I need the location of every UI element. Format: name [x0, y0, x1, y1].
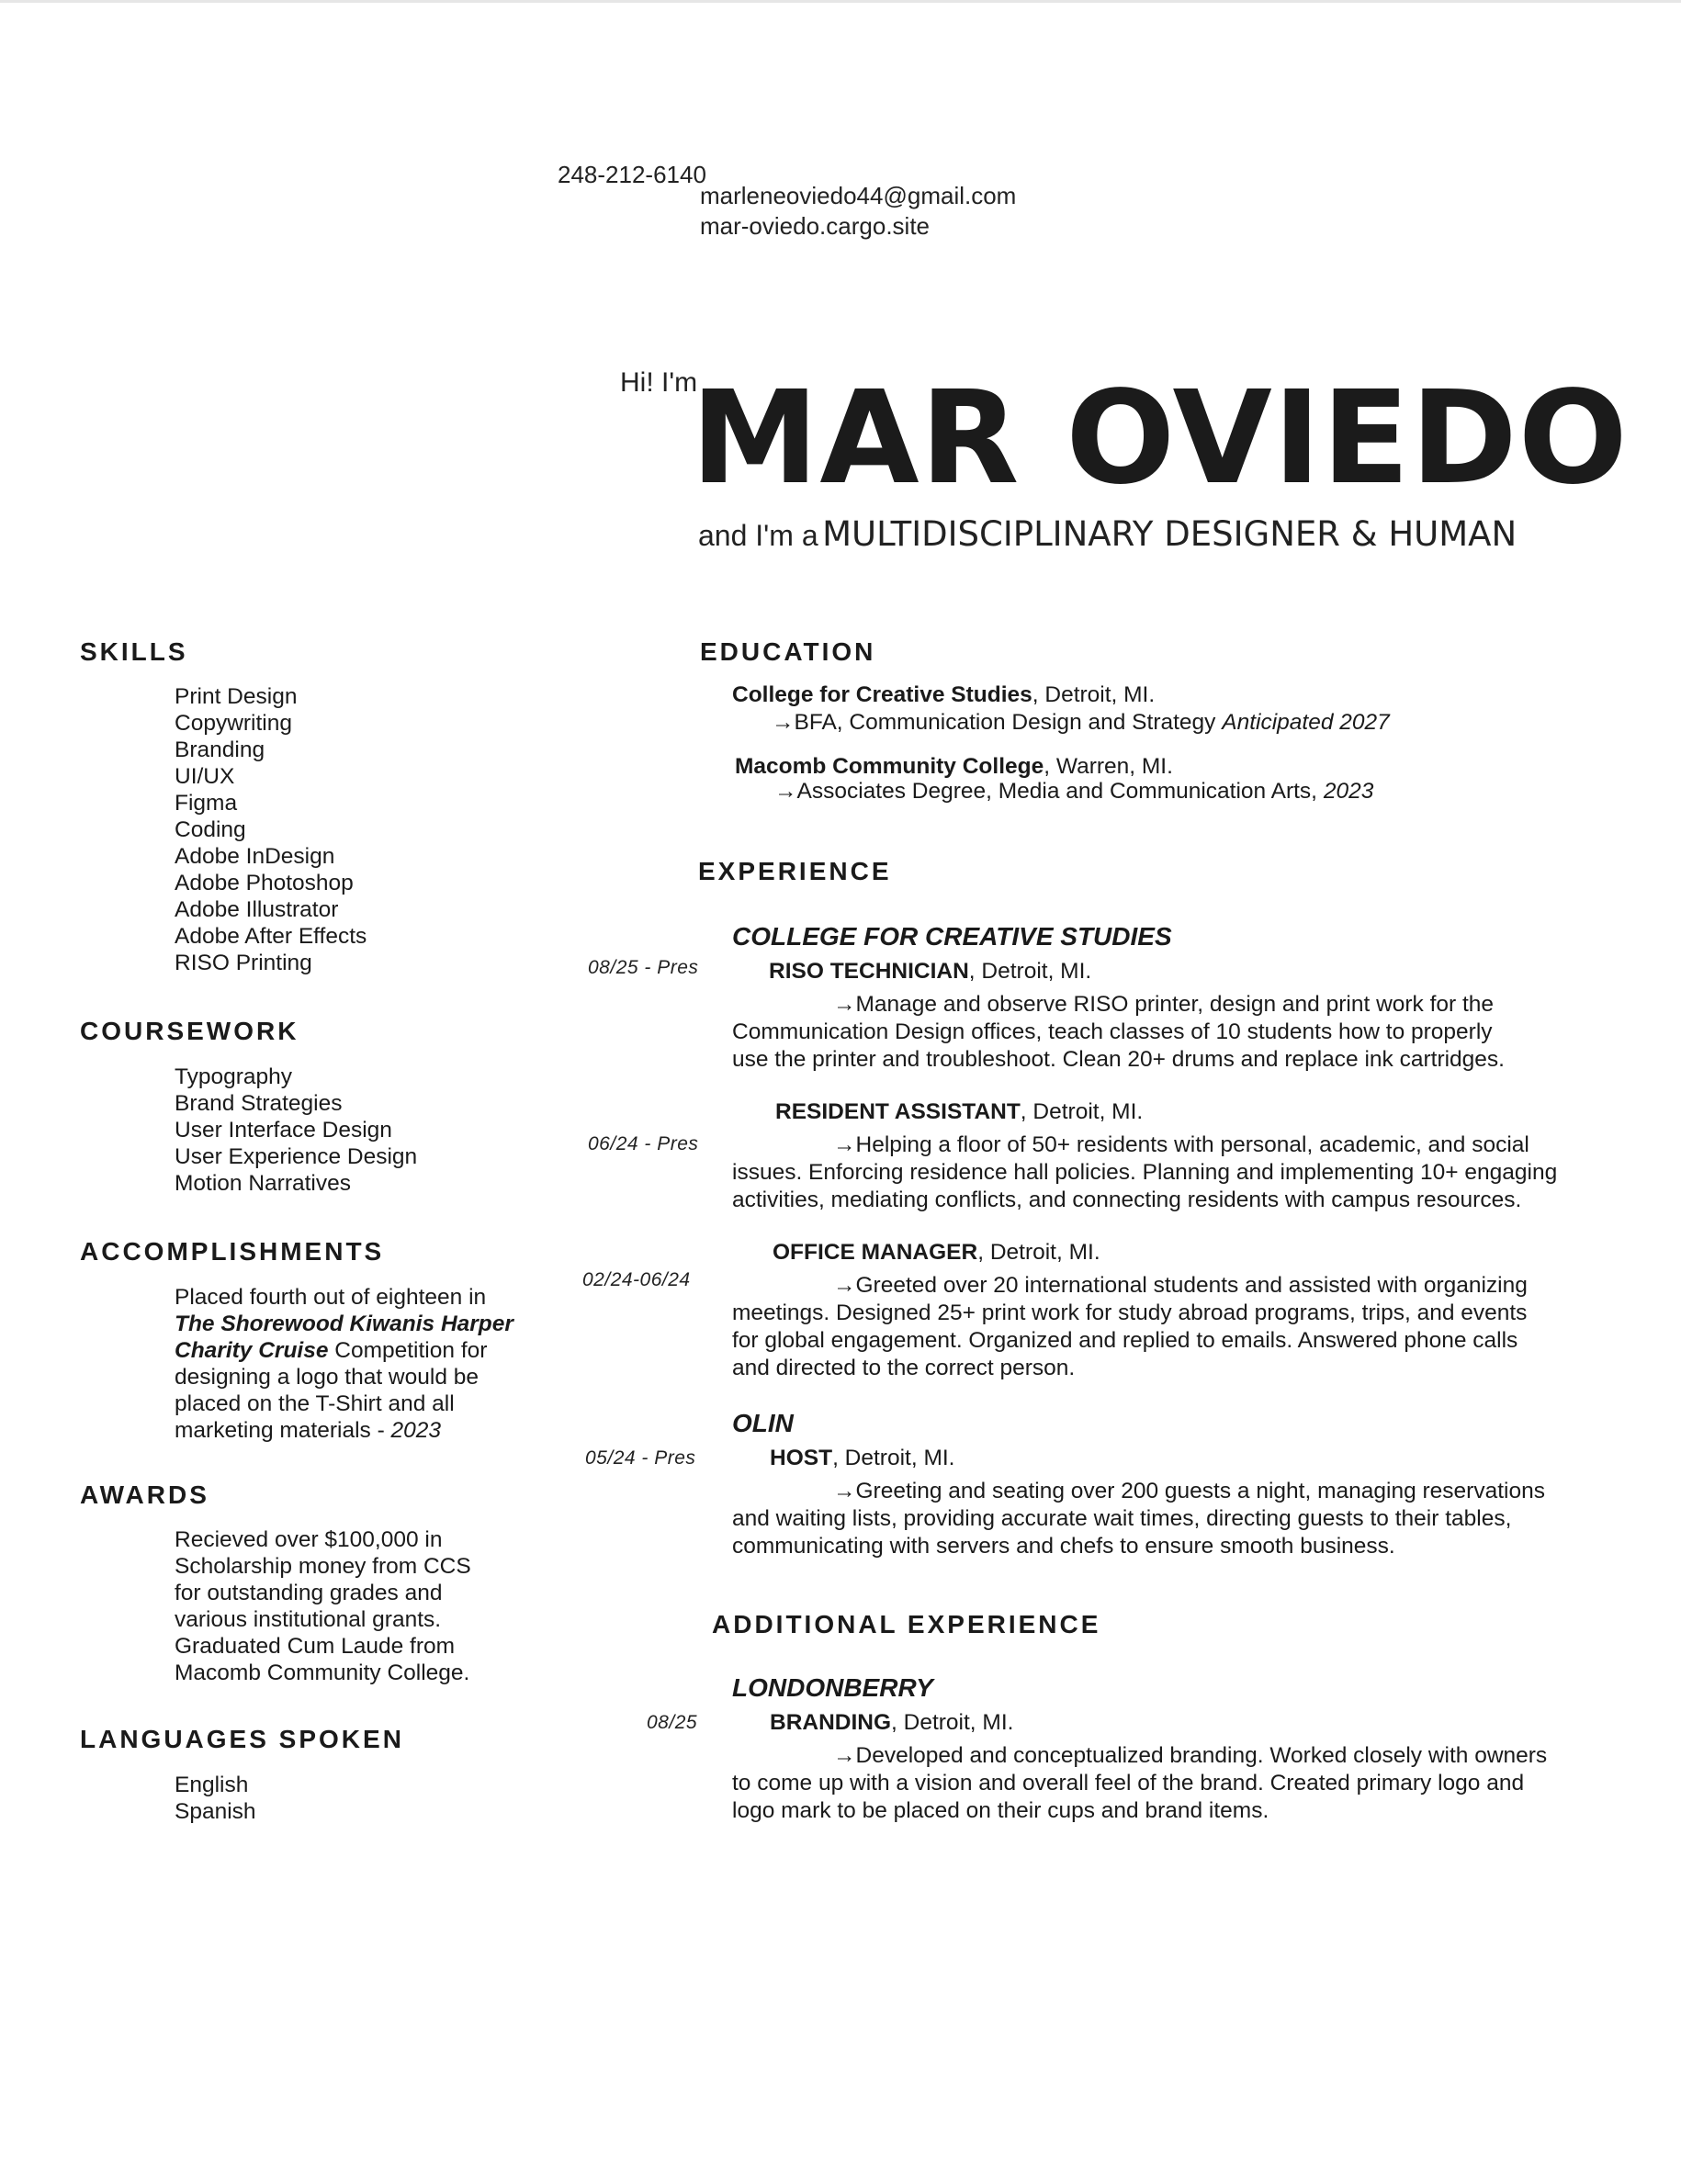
additional-experience-heading: ADDITIONAL EXPERIENCE	[712, 1610, 1101, 1638]
languages-heading: LANGUAGES SPOKEN	[80, 1725, 404, 1753]
school-name: College for Creative Studies	[732, 682, 1032, 707]
list-item: Coding	[175, 817, 246, 842]
job-role: OFFICE MANAGER	[773, 1240, 978, 1265]
languages-list	[175, 1772, 256, 1825]
accomplishment-line: marketing materials -	[175, 1418, 391, 1443]
website-link[interactable]: mar-oviedo.cargo.site	[700, 212, 930, 240]
list-item: Brand Strategies	[175, 1091, 343, 1116]
degree-line	[774, 779, 1373, 805]
job-title	[769, 959, 1091, 985]
description-line: logo mark to be placed on their cups and brand items.	[732, 1798, 1269, 1823]
job-role: RESIDENT ASSISTANT	[775, 1099, 1021, 1124]
degree: →BFA, Communication Design and Strategy	[772, 710, 1223, 735]
accomplishment-year: 2023	[390, 1418, 442, 1443]
job-title	[770, 1446, 954, 1471]
job-description	[732, 1131, 1557, 1214]
description-line: →Helping a floor of 50+ residents with personal, academic, and social	[833, 1132, 1529, 1157]
description-line: and directed to the correct person.	[732, 1356, 1076, 1380]
job-location: , Detroit, MI.	[977, 1240, 1100, 1265]
list-item: Branding	[175, 737, 265, 762]
list-item: Figma	[175, 791, 238, 816]
list-item: User Interface Design	[175, 1118, 392, 1143]
job-location: , Detroit, MI.	[891, 1710, 1014, 1735]
page-title: MAR OVIEDO	[691, 364, 1629, 513]
list-item: Adobe After Effects	[175, 924, 367, 949]
list-item: Adobe Photoshop	[175, 871, 354, 895]
description-line: activities, mediating conflicts, and connecting residents with campus resources.	[732, 1188, 1522, 1212]
description-line: →Greeting and seating over 200 guests a night, managing reservations	[833, 1479, 1545, 1503]
accomplishment-line: designing a logo that would be	[175, 1365, 479, 1390]
job-location: , Detroit, MI.	[1020, 1099, 1144, 1124]
job-role: BRANDING	[770, 1710, 892, 1735]
school-location: , Detroit, MI.	[1032, 682, 1156, 707]
job-description	[732, 1742, 1547, 1825]
tagline-prefix: and I'm a	[698, 519, 818, 552]
list-item: Spanish	[175, 1799, 256, 1824]
list-item: Copywriting	[175, 711, 292, 736]
job-title	[770, 1710, 1013, 1736]
job-date: 08/25	[647, 1712, 698, 1733]
awards-heading: AWARDS	[80, 1480, 209, 1509]
award-line: Recieved over $100,000 in	[175, 1527, 443, 1552]
job-date: 08/25 - Pres	[588, 957, 699, 978]
degree-date: 2023	[1323, 779, 1374, 804]
school-location: , Warren, MI.	[1044, 754, 1173, 779]
list-item: UI/UX	[175, 764, 235, 789]
awards-text	[175, 1526, 471, 1686]
award-line: for outstanding grades and	[175, 1581, 443, 1605]
description-line: communicating with servers and chefs to ensure smooth business.	[732, 1534, 1395, 1559]
degree: →Associates Degree, Media and Communication Arts,	[774, 779, 1324, 804]
job-description	[732, 991, 1505, 1074]
list-item: Print Design	[175, 684, 298, 709]
job-title	[775, 1099, 1143, 1125]
email-address[interactable]: marleneoviedo44@gmail.com	[700, 182, 1017, 209]
list-item: Adobe Illustrator	[175, 897, 339, 922]
phone-number: 248-212-6140	[558, 161, 706, 188]
education-heading: EDUCATION	[700, 637, 876, 666]
education-entry	[732, 682, 1155, 708]
job-role: RISO TECHNICIAN	[769, 959, 969, 984]
description-line: →Greeted over 20 international students and assisted with organizing	[833, 1273, 1528, 1298]
experience-heading: EXPERIENCE	[698, 857, 892, 885]
list-item: RISO Printing	[175, 951, 312, 975]
skills-heading: SKILLS	[80, 637, 188, 666]
description-line: for global engagement. Organized and replied to emails. Answered phone calls	[732, 1328, 1518, 1353]
list-item: Motion Narratives	[175, 1171, 351, 1196]
company-name: OLIN	[732, 1409, 794, 1437]
award-line: various institutional grants.	[175, 1607, 442, 1632]
list-item: Adobe InDesign	[175, 844, 335, 869]
school-name: Macomb Community College	[735, 754, 1044, 779]
list-item: Typography	[175, 1064, 293, 1089]
award-line: Scholarship money from CCS	[175, 1554, 471, 1579]
degree-line	[772, 710, 1390, 736]
description-line: →Developed and conceptualized branding. Worked closely with owners	[833, 1743, 1548, 1768]
degree-date: Anticipated 2027	[1222, 710, 1390, 735]
job-role: HOST	[770, 1446, 833, 1470]
job-date: 06/24 - Pres	[588, 1133, 699, 1154]
accomplishments-text	[175, 1284, 513, 1444]
list-item: User Experience Design	[175, 1144, 418, 1169]
job-location: , Detroit, MI.	[968, 959, 1092, 984]
company-name: LONDONBERRY	[732, 1673, 933, 1702]
job-title	[773, 1240, 1100, 1266]
accomplishment-line: Competition for	[328, 1338, 488, 1363]
description-line: to come up with a vision and overall feel of the brand. Created primary logo and	[732, 1771, 1525, 1796]
greeting: Hi! I'm	[620, 367, 698, 398]
accomplishment-line: Placed fourth out of eighteen in	[175, 1285, 487, 1310]
description-line: Communication Design offices, teach classes of 10 students how to properly	[732, 1019, 1493, 1044]
event-name-line: The Shorewood Kiwanis Harper	[175, 1312, 513, 1336]
education-entry	[735, 754, 1173, 780]
list-item: English	[175, 1773, 249, 1797]
job-date: 05/24 - Pres	[585, 1447, 696, 1469]
job-description	[732, 1272, 1528, 1382]
page-top-border	[0, 0, 1681, 3]
job-location: , Detroit, MI.	[832, 1446, 955, 1470]
company-name: COLLEGE FOR CREATIVE STUDIES	[732, 922, 1172, 951]
coursework-list	[175, 1064, 417, 1197]
description-line: and waiting lists, providing accurate wait times, directing guests to their tables,	[732, 1506, 1512, 1531]
job-description	[732, 1478, 1545, 1560]
job-date: 02/24-06/24	[582, 1269, 691, 1290]
description-line: meetings. Designed 25+ print work for study abroad programs, trips, and events	[732, 1300, 1528, 1325]
tagline-main: MULTIDISCIPLINARY DESIGNER & HUMAN	[822, 514, 1517, 554]
skills-list	[175, 683, 367, 976]
coursework-heading: COURSEWORK	[80, 1017, 299, 1045]
description-line: →Manage and observe RISO printer, design and print work for the	[833, 992, 1495, 1017]
accomplishment-line: placed on the T-Shirt and all	[175, 1391, 455, 1416]
description-line: issues. Enforcing residence hall policies. Planning and implementing 10+ engaging	[732, 1160, 1558, 1185]
award-line: Graduated Cum Laude from	[175, 1634, 456, 1659]
award-line: Macomb Community College.	[175, 1661, 470, 1685]
description-line: use the printer and troubleshoot. Clean 20+ drums and replace ink cartridges.	[732, 1047, 1505, 1072]
tagline	[698, 514, 1517, 554]
accomplishments-heading: ACCOMPLISHMENTS	[80, 1237, 385, 1266]
event-name-line: Charity Cruise	[175, 1338, 329, 1363]
